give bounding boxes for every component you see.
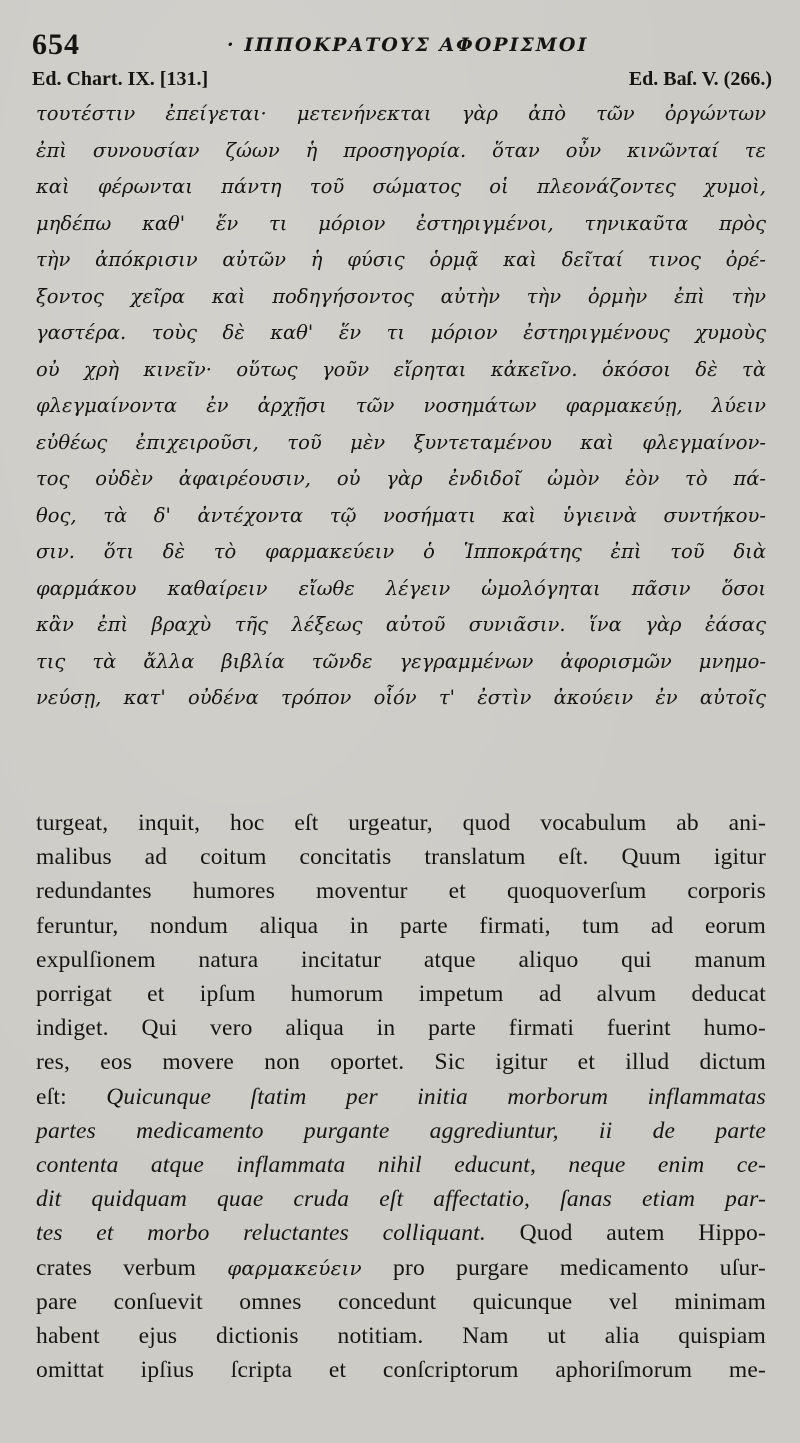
text-run: omittat ipſius ſcripta et conſcriptorum aphoriſmorum me-	[36, 1357, 766, 1384]
latin-translation-block	[36, 806, 766, 1387]
text-run: indiget. Qui vero aliqua in parte firmati fuerint humo-	[36, 1015, 766, 1042]
text-run: crates verbum	[36, 1254, 228, 1281]
greek-text-line: γαστέρα. τοὺς δὲ καθ' ἕν τι μόριον ἐστηριγμένους χυμοὺς	[36, 321, 766, 344]
text-run: turgeat, inquit, hoc eſt urgeatur, quod vocabulum ab ani-	[36, 810, 766, 836]
greek-text-line: οὐ χρὴ κινεῖν· οὕτως γοῦν εἴρηται κἀκεῖνο. ὁκόσοι δὲ τὰ	[36, 357, 766, 381]
latin-text-line	[36, 840, 766, 874]
edition-references	[32, 68, 772, 96]
latin-text-line	[36, 1251, 766, 1285]
greek-text-line: καὶ φέρωνται πάντη τοῦ σώματος οἱ πλεονάζοντες χυμοὶ,	[36, 175, 766, 198]
italic-quotation: dit quidquam quae cruda eſt affectatio, ſanas etiam par-	[36, 1186, 766, 1213]
latin-text-line	[36, 1216, 766, 1250]
latin-text-line	[36, 1114, 766, 1148]
text-run: malibus ad coitum concitatis translatum eſt. Quum igitur	[36, 844, 766, 871]
latin-text-line	[36, 1011, 766, 1045]
greek-text-line: κἂν ἐπὶ βραχὺ τῆς λέξεως αὐτοῦ συνιᾶσιν. ἵνα γὰρ ἐάσας	[36, 613, 766, 636]
latin-text-line	[36, 1319, 766, 1353]
latin-text-line	[36, 1045, 766, 1079]
greek-text-line: εὐθέως ἐπιχειροῦσι, τοῦ μὲν ξυντεταμένου καὶ φλεγμαίνον-	[36, 430, 766, 454]
page-number: 654	[32, 28, 80, 61]
latin-text-line	[36, 909, 766, 943]
latin-text-line	[36, 1080, 766, 1114]
latin-text-line	[36, 977, 766, 1011]
greek-text-line: σιν. ὅτι δὲ τὸ φαρμακεύειν ὁ Ἱπποκράτης ἐπὶ τοῦ διὰ	[36, 540, 766, 563]
greek-text-block	[36, 96, 766, 717]
greek-text-line: ξοντος χεῖρα καὶ ποδηγήσοντος αὐτὴν τὴν ὁρμὴν ἐπὶ τὴν	[36, 284, 766, 308]
edition-reference-right: Ed. Baſ. V. (266.)	[628, 68, 772, 90]
text-run: feruntur, nondum aliqua in parte firmati, tum ad eorum	[36, 912, 766, 939]
latin-text-line	[36, 1285, 766, 1319]
italic-quotation: partes medicamento purgante aggrediuntur, ii de parte	[36, 1117, 766, 1144]
greek-text-line: φλεγμαίνοντα ἐν ἀρχῇσι τῶν νοσημάτων φαρμακεύῃ, λύειν	[36, 394, 766, 417]
text-run: porrigat et ipſum humorum impetum ad alvum deducat	[36, 981, 766, 1008]
greek-text-line: θος, τὰ δ' ἀντέχοντα τῷ νοσήματι καὶ ὑγιεινὰ συντήκου-	[36, 503, 766, 527]
text-run: expulſionem natura incitatur atque aliquo qui manum	[36, 946, 766, 973]
greek-text-line: τουτέστιν ἐπείγεται· μετενήνεκται γὰρ ἀπὸ τῶν ὀργώντων	[36, 102, 766, 125]
latin-text-line	[36, 874, 766, 908]
greek-text-line: φαρμάκου καθαίρειν εἴωθε λέγειν ὡμολόγηται πᾶσιν ὅσοι	[36, 576, 766, 600]
italic-quotation: Quicunque ſtatim per initia morborum inflammatas	[106, 1083, 766, 1110]
greek-text-line: τος οὐδὲν ἀφαιρέουσιν, οὐ γὰρ ἐνδιδοῖ ὠμὸν ἐὸν τὸ πά-	[36, 467, 766, 490]
latin-text-line	[36, 943, 766, 977]
text-run: pare conſuevit omnes concedunt quicunque vel minimam	[36, 1288, 766, 1315]
edition-reference-left: Ed. Chart. IX. [131.]	[32, 68, 209, 90]
greek-text-line: μηδέπω καθ' ἕν τι μόριον ἐστηριγμένοι, τηνικαῦτα πρὸς	[36, 211, 766, 235]
greek-text-line: νεύσῃ, κατ' οὐδένα τρόπον οἷόν τ' ἐστὶν ἀκούειν ἐν αὐτοῖς	[36, 686, 766, 709]
text-run: habent ejus dictionis notitiam. Nam ut alia quispiam	[36, 1323, 766, 1350]
page-header	[32, 28, 770, 68]
latin-text-line	[36, 1182, 766, 1216]
text-run: redundantes humores moventur et quoquoverſum corporis	[36, 878, 766, 905]
greek-text-line: τὴν ἀπόκρισιν αὐτῶν ἡ φύσις ὁρμᾷ καὶ δεῖταί τινος ὀρέ-	[36, 248, 766, 271]
text-run: res, eos movere non oportet. Sic igitur et illud dictum	[36, 1049, 766, 1076]
italic-quotation: tes et morbo reluctantes colliquant.	[36, 1220, 486, 1247]
greek-text-line: ἐπὶ συνουσίαν ζώων ἡ προσηγορία. ὅταν οὖν κινῶνταί τε	[36, 138, 766, 162]
italic-quotation: contenta atque inflammata nihil educunt, neque enim ce-	[36, 1152, 766, 1179]
latin-text-line	[36, 1353, 766, 1387]
latin-text-line	[36, 1148, 766, 1182]
greek-text-line: τις τὰ ἄλλα βιβλία τῶνδε γεγραμμένων ἀφορισμῶν μνημο-	[36, 649, 766, 673]
text-run: Quod autem Hippo-	[485, 1220, 766, 1247]
text-run: eſt:	[36, 1083, 107, 1110]
text-run: pro purgare medicamento uſur-	[361, 1254, 766, 1281]
running-title: · ΙΠΠΟΚΡΑΤΟΥΣ ΑΦΟΡΙΣΜΟΙ	[227, 34, 589, 56]
greek-term: φαρμακεύειν	[227, 1255, 362, 1280]
latin-text-line	[36, 806, 766, 840]
